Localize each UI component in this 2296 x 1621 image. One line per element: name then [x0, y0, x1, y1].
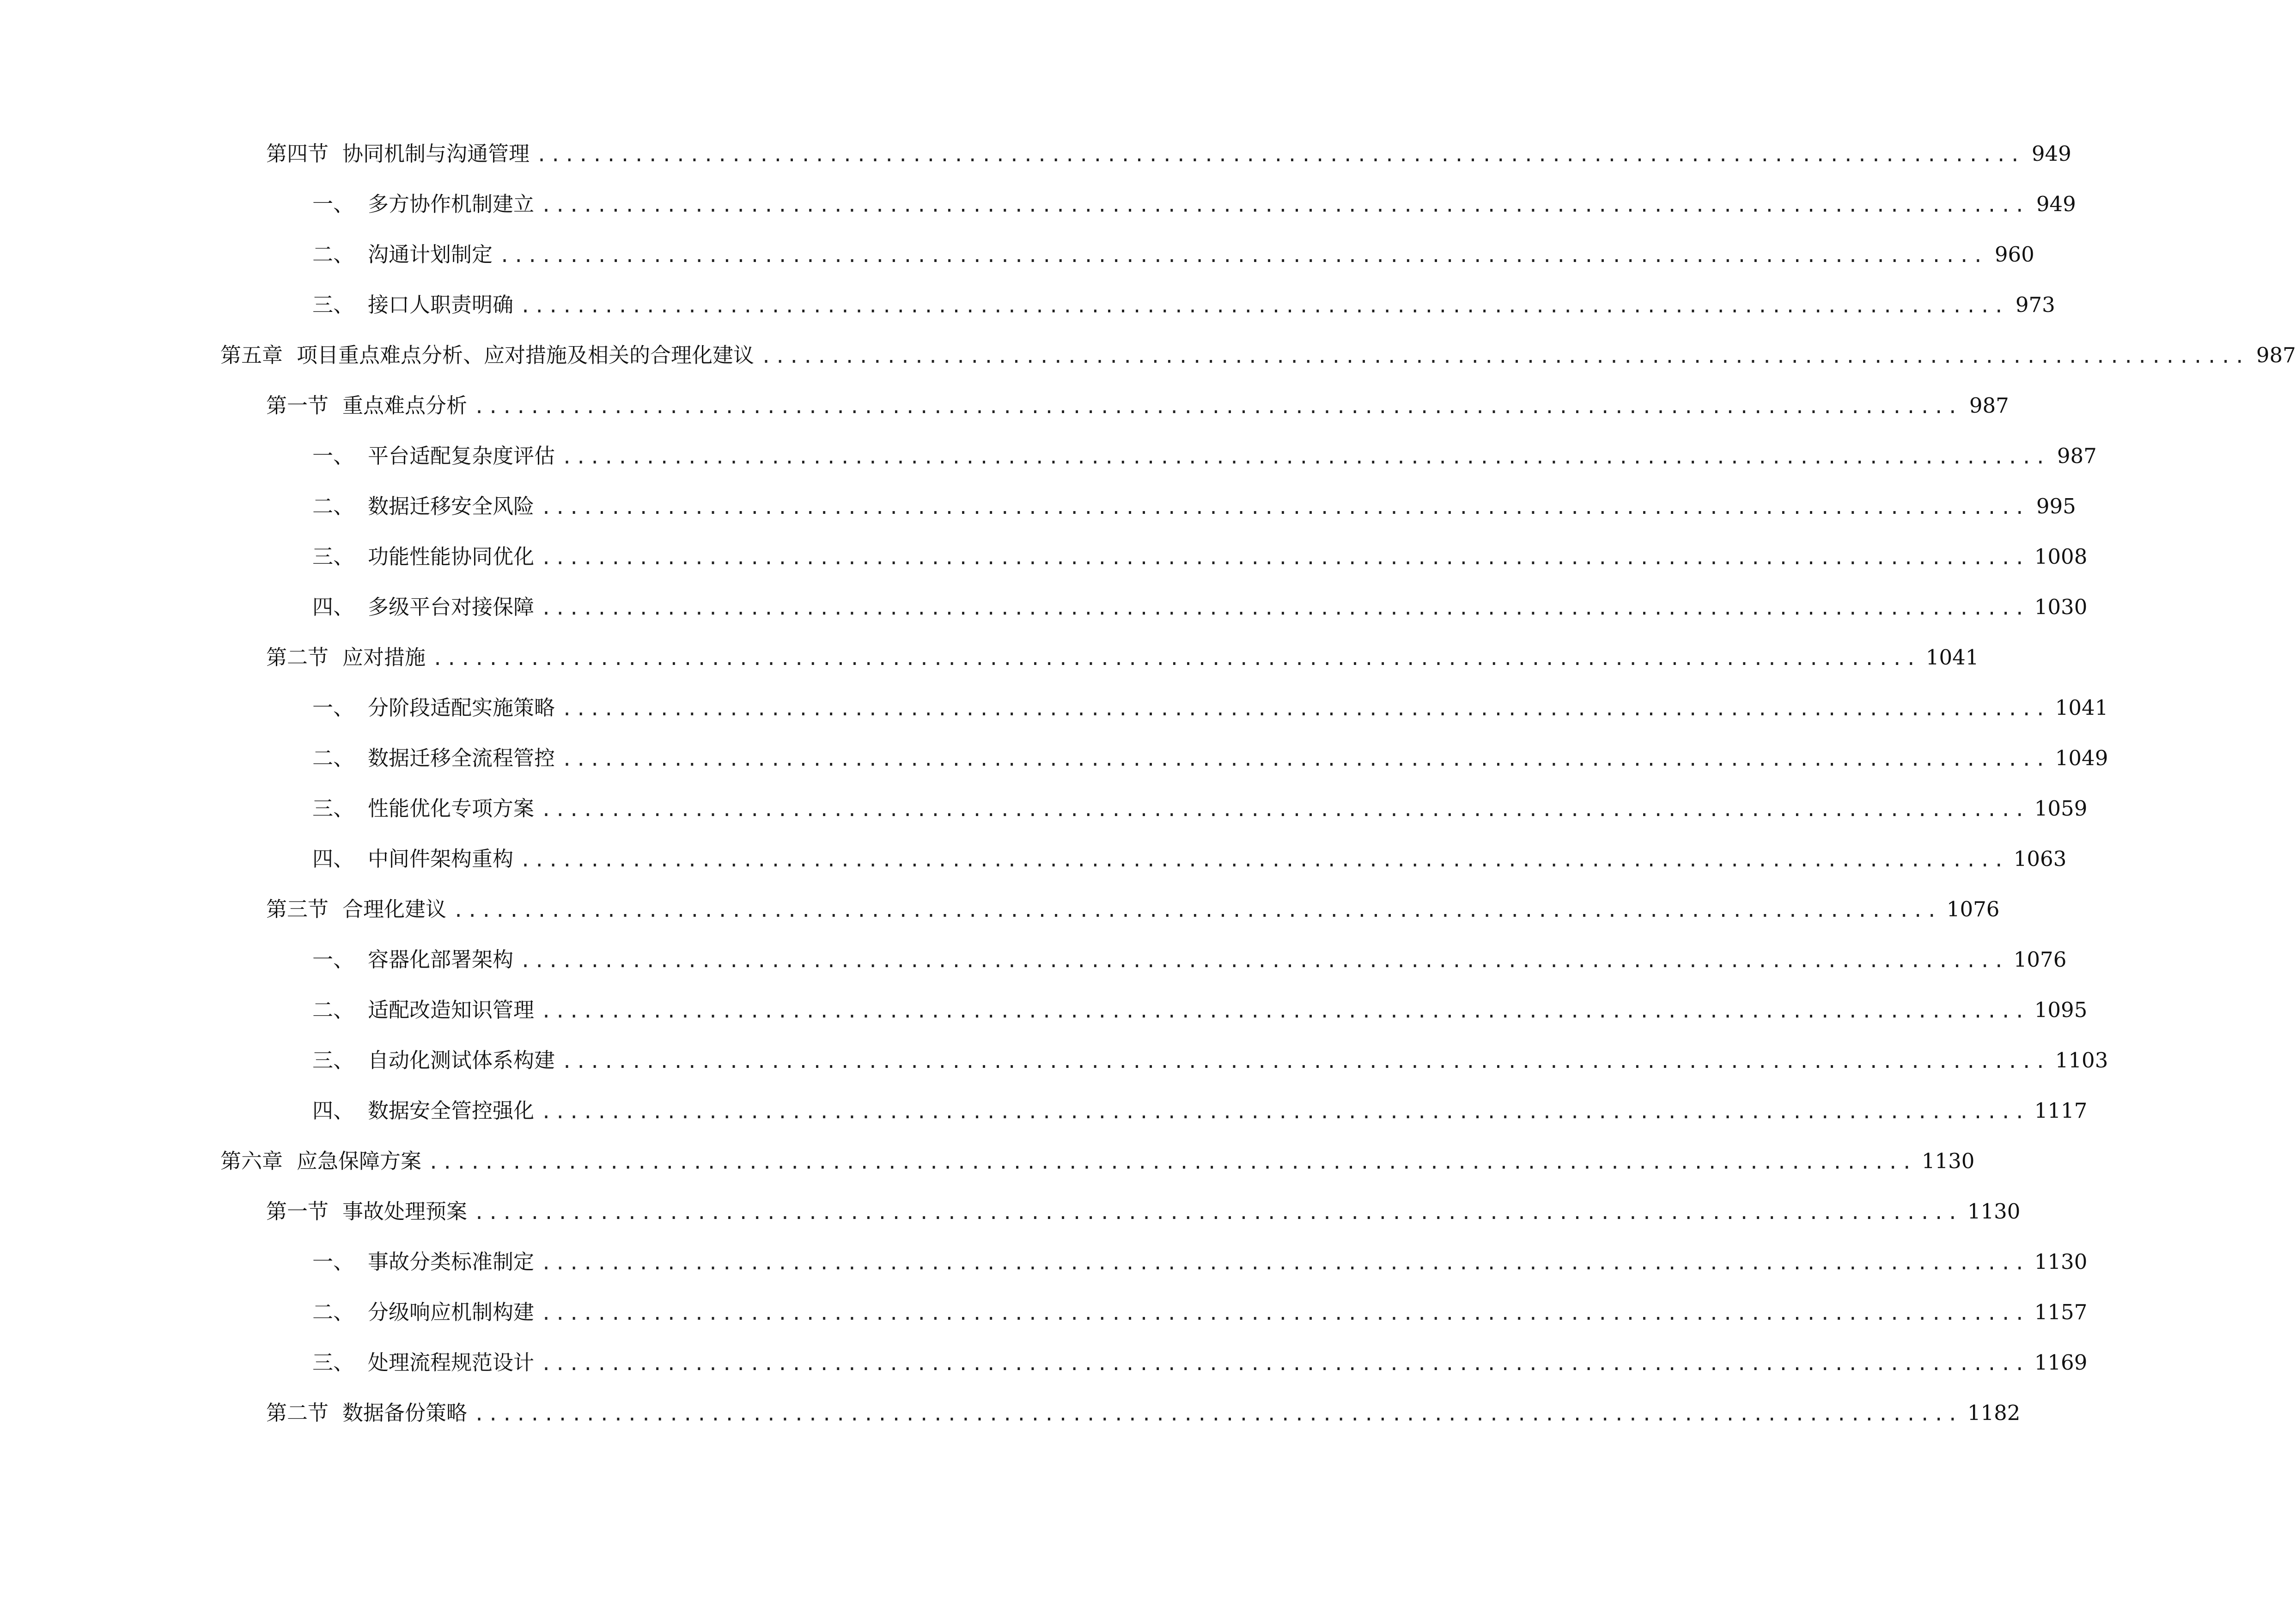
toc-entry-prefix: 四、	[312, 1098, 354, 1123]
toc-page-number: 1169	[2034, 1350, 2088, 1375]
toc-entry-prefix: 第三节	[266, 897, 329, 921]
toc-page-number: 1041	[1925, 645, 1979, 670]
toc-page-number: 1117	[2034, 1098, 2088, 1123]
toc-entry-prefix: 三、	[312, 796, 354, 821]
toc-entry-subsection[interactable]	[0, 236, 2034, 273]
toc-entry-subsection[interactable]	[0, 488, 2076, 525]
toc-entry-subsection[interactable]	[0, 538, 2088, 575]
toc-page-number: 1030	[2034, 595, 2088, 619]
toc-dot-leader: ...........................................................................................................	[541, 497, 2028, 518]
toc-page-number: 1076	[2013, 947, 2067, 972]
toc-entry-title: 性能优化专项方案	[368, 796, 535, 821]
toc-entry-prefix: 第二节	[266, 1401, 329, 1425]
toc-entry-title: 多方协作机制建立	[368, 192, 535, 216]
toc-dot-leader: ...........................................................................................................	[541, 799, 2028, 821]
toc-page-number: 1008	[2034, 544, 2088, 569]
toc-page-number: 1157	[2034, 1300, 2088, 1324]
toc-entry-title: 事故处理预案	[342, 1199, 468, 1224]
toc-dot-leader: ...........................................................................................................	[474, 1404, 1961, 1425]
toc-entry-prefix: 一、	[312, 192, 354, 216]
toc-entry-subsection[interactable]	[0, 1294, 2088, 1331]
toc-entry-title: 数据迁移全流程管控	[368, 746, 555, 770]
toc-page-number: 960	[1994, 242, 2034, 267]
toc-entry-title: 项目重点难点分析、应对措施及相关的合理化建议	[297, 343, 755, 367]
toc-entry-prefix: 第五章	[220, 343, 283, 367]
toc-entry-section[interactable]	[0, 891, 2000, 928]
toc-entry-title: 分级响应机制构建	[368, 1300, 535, 1324]
toc-page-number: 987	[2057, 444, 2097, 468]
toc-dot-leader: ...........................................................................................................	[561, 699, 2049, 720]
toc-entry-subsection[interactable]	[0, 589, 2088, 626]
toc-entry-title: 多级平台对接保障	[368, 595, 535, 619]
toc-entry-section[interactable]	[0, 639, 1979, 676]
toc-page-number: 1063	[2013, 847, 2067, 871]
toc-page-number: 1130	[2034, 1249, 2088, 1274]
toc-entry-prefix: 二、	[312, 494, 354, 518]
toc-entry-subsection[interactable]	[0, 1243, 2088, 1280]
toc-dot-leader: ...........................................................................................................	[561, 447, 2049, 468]
toc-entry-title: 协同机制与沟通管理	[342, 141, 530, 166]
toc-entry-prefix: 三、	[312, 544, 354, 569]
toc-dot-leader: ...........................................................................................................	[541, 195, 2028, 216]
toc-page-number: 1049	[2055, 746, 2108, 770]
toc-entry-subsection[interactable]	[0, 1344, 2088, 1381]
toc-entry-prefix: 一、	[312, 444, 354, 468]
toc-dot-leader: ...........................................................................................................	[474, 1202, 1961, 1224]
toc-entry-prefix: 三、	[312, 1048, 354, 1073]
toc-entry-subsection[interactable]	[0, 790, 2088, 827]
toc-page-number: 1103	[2055, 1048, 2108, 1073]
toc-entry-title: 中间件架构重构	[368, 847, 514, 871]
toc-entry-title: 自动化测试体系构建	[368, 1048, 555, 1073]
toc-entry-title: 数据迁移安全风险	[368, 494, 535, 518]
toc-entry-title: 处理流程规范设计	[368, 1350, 535, 1375]
toc-dot-leader: ...........................................................................................................	[520, 850, 2007, 871]
toc-dot-leader: ...........................................................................................................	[761, 346, 2248, 367]
toc-entry-section[interactable]	[0, 1193, 2021, 1230]
toc-entry-title: 接口人职责明确	[368, 293, 514, 317]
toc-entry-prefix: 二、	[312, 746, 354, 770]
toc-entry-section[interactable]	[0, 387, 2009, 424]
toc-entry-subsection[interactable]	[0, 841, 2067, 878]
toc-entry-prefix: 三、	[312, 293, 354, 317]
toc-dot-leader: ...........................................................................................................	[499, 245, 1986, 267]
toc-dot-leader: ...........................................................................................................	[474, 396, 1961, 418]
toc-entry-subsection[interactable]	[0, 438, 2097, 475]
toc-entry-subsection[interactable]	[0, 186, 2076, 223]
toc-dot-leader: ...........................................................................................................	[561, 749, 2049, 770]
toc-entry-prefix: 第一节	[266, 1199, 329, 1224]
toc-entry-prefix: 第六章	[220, 1149, 283, 1173]
toc-entry-title: 数据备份策略	[342, 1401, 468, 1425]
toc-entry-prefix: 一、	[312, 1249, 354, 1274]
toc-dot-leader: ...........................................................................................................	[541, 1001, 2028, 1022]
toc-page-number: 1095	[2034, 998, 2088, 1022]
toc-dot-leader: ...........................................................................................................	[453, 900, 1940, 921]
toc-page-number: 1182	[1967, 1401, 2021, 1425]
toc-page-number: 1041	[2055, 695, 2108, 720]
toc-page-number: 995	[2036, 494, 2076, 518]
toc-dot-leader: ...........................................................................................................	[428, 1152, 1915, 1173]
toc-entry-title: 数据安全管控强化	[368, 1098, 535, 1123]
toc-entry-title: 沟通计划制定	[368, 242, 493, 267]
toc-entry-prefix: 二、	[312, 242, 354, 267]
toc-entry-prefix: 一、	[312, 695, 354, 720]
toc-page-number: 1059	[2034, 796, 2088, 821]
toc-entry-prefix: 四、	[312, 595, 354, 619]
toc-page-number: 1130	[1967, 1199, 2021, 1224]
toc-entry-prefix: 四、	[312, 847, 354, 871]
toc-entry-subsection[interactable]	[0, 1092, 2088, 1129]
toc-page-number: 1130	[1921, 1149, 1975, 1173]
toc-page-number: 1076	[1946, 897, 2000, 921]
toc-dot-leader: ...........................................................................................................	[520, 296, 2007, 317]
toc-dot-leader: ...........................................................................................................	[432, 648, 1919, 670]
toc-dot-leader: ...........................................................................................................	[536, 145, 2023, 166]
toc-page-number: 987	[1969, 393, 2009, 418]
toc-entry-subsection[interactable]	[0, 740, 2108, 777]
toc-entry-title: 重点难点分析	[342, 393, 468, 418]
toc-page-number: 987	[2256, 343, 2296, 367]
toc-entry-title: 应急保障方案	[297, 1149, 422, 1173]
toc-entry-prefix: 二、	[312, 1300, 354, 1324]
toc-entry-section[interactable]	[0, 1395, 2021, 1432]
toc-page-number: 973	[2015, 293, 2055, 317]
toc-entry-prefix: 第二节	[266, 645, 329, 670]
toc-entry-subsection[interactable]	[0, 286, 2055, 323]
toc-dot-leader: ...........................................................................................................	[520, 951, 2007, 972]
toc-entry-subsection[interactable]	[0, 689, 2108, 726]
toc-dot-leader: ...........................................................................................................	[541, 548, 2028, 569]
toc-entry-subsection[interactable]	[0, 1042, 2108, 1079]
toc-entry-title: 事故分类标准制定	[368, 1249, 535, 1274]
toc-dot-leader: ...........................................................................................................	[541, 1353, 2028, 1375]
toc-dot-leader: ...........................................................................................................	[541, 1102, 2028, 1123]
toc-entry-title: 平台适配复杂度评估	[368, 444, 555, 468]
toc-entry-subsection[interactable]	[0, 941, 2067, 978]
toc-entry-title: 容器化部署架构	[368, 947, 514, 972]
toc-dot-leader: ...........................................................................................................	[561, 1051, 2049, 1073]
toc-entry-section[interactable]	[0, 135, 2071, 172]
toc-entry-title: 应对措施	[342, 645, 426, 670]
toc-entry-title: 适配改造知识管理	[368, 998, 535, 1022]
toc-page-number: 949	[2031, 141, 2071, 166]
toc-entry-prefix: 三、	[312, 1350, 354, 1375]
toc-entry-prefix: 二、	[312, 998, 354, 1022]
toc-entry-prefix: 一、	[312, 947, 354, 972]
toc-dot-leader: ...........................................................................................................	[541, 1303, 2028, 1324]
toc-entry-prefix: 第四节	[266, 141, 329, 166]
toc-page-number: 949	[2036, 192, 2076, 216]
toc-entry-title: 功能性能协同优化	[368, 544, 535, 569]
toc-dot-leader: ...........................................................................................................	[541, 598, 2028, 619]
toc-entry-title: 分阶段适配实施策略	[368, 695, 555, 720]
toc-entry-chapter[interactable]	[0, 337, 2296, 374]
toc-entry-prefix: 第一节	[266, 393, 329, 418]
toc-entry-chapter[interactable]	[0, 1143, 1975, 1180]
toc-entry-subsection[interactable]	[0, 992, 2088, 1029]
toc-dot-leader: ...........................................................................................................	[541, 1253, 2028, 1274]
toc-entry-title: 合理化建议	[342, 897, 447, 921]
